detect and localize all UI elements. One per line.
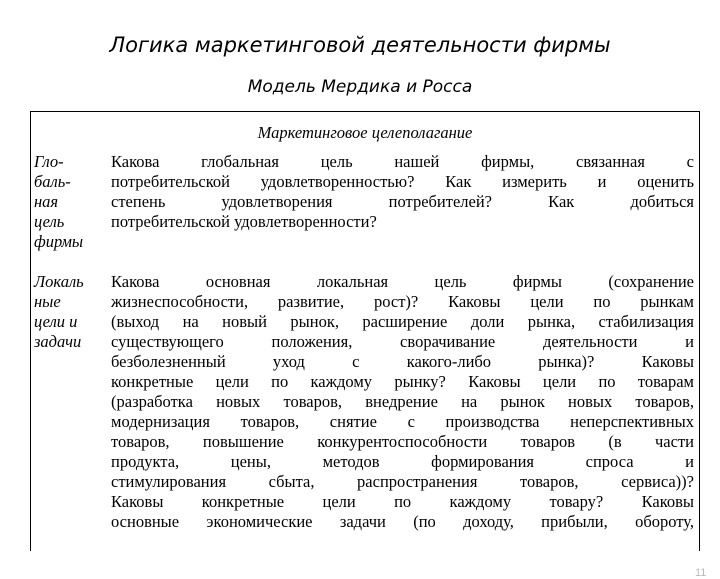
text-line: основные экономические задачи (по доходу, прибыли, обороту, (111, 512, 694, 531)
row-label-line: Локаль (34, 272, 84, 291)
text-line: продукта, цены, методов формирования спроса и (111, 452, 694, 471)
text-line: жизнеспособности, развитие, рост)? Каковы цели по рынкам (111, 292, 694, 311)
text-line: Какова основная локальная цель фирмы (сохранение (111, 272, 694, 291)
row-label-line: ная (34, 192, 59, 211)
text-line: потребительской удовлетворенности? (111, 212, 377, 231)
text-line: существующего положения, сворачивание деятельности и (111, 332, 694, 351)
text-line: модернизация товаров, снятие с производства неперспективных (111, 412, 694, 431)
text-line: безболезненный уход с какого-либо рынка)? Каковы (111, 352, 694, 371)
text-line: степень удовлетворения потребителей? Как добиться (111, 192, 694, 211)
text-line: стимулирования сбыта, распространения товаров, сервиса))? (111, 472, 694, 491)
row-label-line: Гло- (34, 152, 64, 171)
row-label-line: фирмы (34, 232, 84, 251)
row-label-line: цели и (34, 312, 78, 331)
text-line: (разработка новых товаров, внедрение на рынок новых товаров, (111, 392, 694, 411)
row-label-line: баль- (34, 172, 71, 191)
row-label (34, 272, 108, 352)
row-label (34, 152, 108, 252)
table-header: Маркетинговое целеполагание (257, 123, 473, 142)
slide-title: Логика маркетинговой деятельности фирмы (109, 33, 611, 57)
row-label-line: ные (34, 292, 61, 311)
row-label-line: цель (34, 212, 65, 231)
text-line: потребительской удовлетворенностью? Как измерить и оценить (111, 172, 694, 191)
text-line: Какова глобальная цель нашей фирмы, связанная с (111, 152, 694, 171)
page-number: 11 (695, 567, 707, 579)
row-label-line: задачи (34, 332, 82, 351)
text-line: товаров, повышение конкурентоспособности товаров (в части (111, 432, 694, 451)
goal-setting-table (30, 111, 707, 579)
text-line: конкретные цели по каждому рынку? Каковы цели по товарам (111, 372, 694, 391)
text-line: (выход на новый рынок, расширение доли рынка, стабилизация (111, 312, 694, 331)
slide-subtitle: Модель Мердика и Росса (247, 77, 473, 97)
row-description (111, 272, 694, 532)
row-description (111, 152, 694, 232)
text-line: Каковы конкретные цели по каждому товару? Каковы (111, 492, 694, 511)
